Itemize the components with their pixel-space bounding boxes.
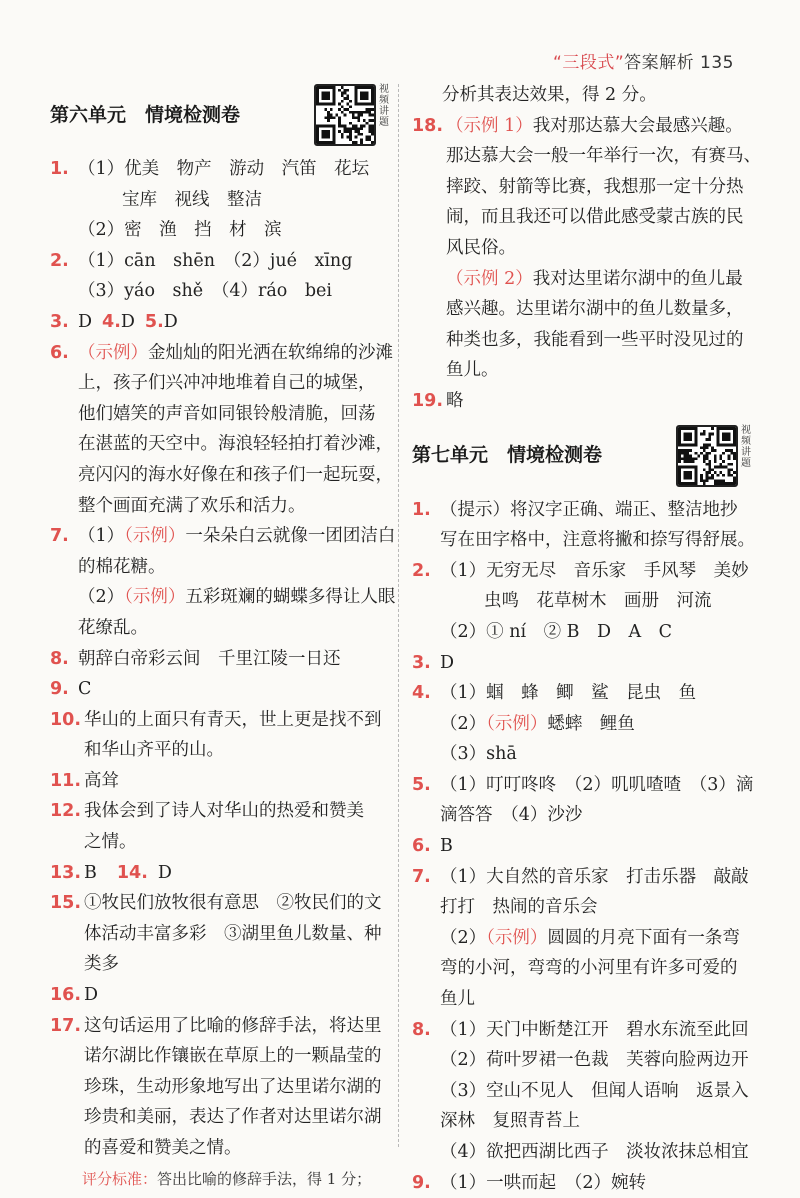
item-number: 5. [412, 774, 431, 795]
score-label: 评分标准： [82, 1169, 158, 1188]
answer-line: 和华山齐平的山。 [84, 740, 224, 761]
continued-line: 分析其表达效果，得 2 分。 [442, 85, 657, 105]
scoring-criteria [50, 1164, 390, 1195]
answer-line: 滴答答 （4）沙沙 [440, 805, 583, 826]
answer-line: （1）蝈 蜂 鲫 鲨 昆虫 鱼 [440, 683, 697, 704]
answer-item [50, 644, 390, 675]
qr-code-icon[interactable] [314, 84, 376, 146]
answer-text: D [157, 862, 172, 883]
answer-line: 高耸 [84, 770, 119, 791]
item-number: 14. [116, 862, 148, 883]
answer-line [440, 709, 752, 740]
answer-line: D [84, 985, 99, 1006]
qr-block[interactable] [676, 425, 752, 487]
answer-line: 之情。 [84, 832, 137, 853]
answer-line: 他们嬉笑的声音如同银铃般清脆，回荡 [78, 403, 376, 424]
answer-item [50, 858, 390, 889]
answer-line: 写在田字格中，注意将撇和捺写得舒展。 [440, 530, 755, 551]
sample-label: （示例） [486, 713, 548, 734]
answer-text: 我对达里诺尔湖中的鱼儿最 [532, 268, 743, 289]
item-number: 7. [50, 526, 69, 547]
answer-item [412, 386, 752, 417]
answer-line [78, 521, 396, 552]
answer-line: 闹，而且我还可以借此感受蒙古族的民 [446, 207, 744, 228]
item-number: 3. [50, 311, 69, 332]
answer-text: 蟋蟀 鲤鱼 [547, 713, 635, 734]
answer-line: 类多 [84, 954, 119, 975]
answer-line: 打打 热闹的音乐会 [440, 897, 598, 918]
answer-text: D [78, 311, 93, 332]
item-number: 1. [412, 499, 431, 520]
answer-line: 那达慕大会一般一年举行一次，有赛马、 [446, 146, 761, 167]
answer-line: 感兴趣。达里诺尔湖中的鱼儿数量多， [446, 299, 744, 320]
answer-line: 珍贵和美丽，表达了作者对达里诺尔湖 [84, 1107, 382, 1128]
item-number: 8. [50, 648, 69, 669]
answer-item [412, 111, 761, 386]
answer-text: D [163, 311, 178, 332]
qr-block[interactable] [314, 84, 390, 146]
unit-6-header [50, 80, 390, 150]
answer-line: 整个画面充满了欢乐和活力。 [78, 495, 306, 516]
answer-item [50, 307, 390, 338]
score-text: 答出比喻的修辞手法，得 1 分； [157, 1169, 372, 1188]
qr-code-icon[interactable] [676, 425, 738, 487]
answer-text: 我对那达慕大会最感兴趣。 [532, 115, 743, 136]
item-number: 3. [412, 652, 431, 673]
answer-item [50, 674, 390, 705]
answer-line: 深林 复照青苔上 [440, 1111, 580, 1132]
answer-line: （1）优美 物产 游动 汽笛 花坛 [78, 159, 370, 179]
answer-line: 风民俗。 [446, 237, 516, 258]
item-number: 6. [412, 836, 431, 857]
answer-line: 弯的小河，弯弯的小河里有许多可爱的 [440, 958, 738, 979]
item-number: 10. [50, 709, 82, 730]
item-number: 15. [50, 893, 82, 914]
item-number: 4. [412, 683, 431, 704]
sub-number: （2） [440, 713, 487, 734]
answer-text: 五彩斑斓的蝴蝶多得让人眼 [185, 587, 396, 608]
answer-line: （4）欲把西湖比西子 淡妆浓抹总相宜 [440, 1142, 749, 1162]
item-number: 4. [102, 311, 121, 332]
answer-line: 亮闪闪的海水好像在和孩子们一起玩耍， [78, 464, 393, 485]
answer-item [412, 831, 752, 862]
answer-line: 略 [446, 390, 464, 411]
sample-label: （示例） [124, 526, 186, 547]
answer-line: 的喜爱和赞美之情。 [84, 1138, 242, 1158]
answer-line: （2）荷叶罗裙一色裁 芙蓉向脸两边开 [440, 1050, 749, 1071]
answer-line: 宝库 视线 整洁 [122, 189, 262, 210]
answer-line: （1）一哄而起 （2）婉转 [440, 1172, 647, 1193]
header-text: 答案解析 [624, 53, 695, 73]
answer-line: 花缭乱。 [78, 617, 148, 638]
answer-line: （3）shā [440, 744, 517, 765]
unit-title: 第七单元 情境检测卷 [412, 444, 603, 467]
answer-text: 一朵朵白云就像一团团洁白 [185, 526, 396, 547]
answer-item [50, 766, 390, 797]
answer-item [412, 648, 752, 679]
answer-line: （1）大自然的音乐家 打击乐器 敲敲 [440, 866, 749, 887]
qr-caption: 视频讲题 [379, 84, 389, 128]
item-number: 12. [50, 801, 82, 822]
item-number: 7. [412, 866, 431, 887]
answer-line: 鱼儿 [440, 989, 475, 1010]
answer-text: 金灿灿的阳光洒在软绵绵的沙滩 [148, 342, 393, 363]
item-number: 8. [412, 1019, 431, 1040]
answer-line: （1）cān shēn （2）jué xīng [78, 250, 353, 271]
answer-line: 这句话运用了比喻的修辞手法，将达里 [84, 1015, 382, 1036]
answer-line [84, 858, 390, 889]
answer-line: B [440, 836, 453, 857]
unit-7-header [412, 421, 752, 491]
answer-line: （3）空山不见人 但闻人语响 返景入 [440, 1080, 749, 1101]
sub-number: （2） [78, 587, 125, 608]
answer-item [412, 556, 752, 648]
answer-item [50, 888, 390, 980]
item-number: 18. [412, 115, 444, 136]
answer-line: D [440, 652, 455, 673]
item-number: 16. [50, 985, 82, 1006]
answer-line: 诺尔湖比作镶嵌在草原上的一颗晶莹的 [84, 1046, 382, 1067]
answer-line: （1）叮叮咚咚 （2）叽叽喳喳 （3）滴 [440, 774, 754, 795]
item-number: 2. [412, 560, 431, 581]
sample-label: （示例 2） [446, 268, 533, 289]
answer-item [50, 154, 390, 246]
sample-label: （示例 1） [446, 115, 533, 136]
answer-line: （2）① ní ② B D A C [440, 621, 673, 642]
item-number: 2. [50, 250, 69, 271]
item-number: 19. [412, 390, 444, 411]
answer-item [50, 796, 390, 857]
answer-line: （1）无穷无尽 音乐家 手风琴 美妙 [440, 560, 749, 581]
item-number: 6. [50, 342, 69, 363]
answer-line: 的棉花糖。 [78, 556, 166, 577]
item-number: 13. [50, 862, 82, 883]
answer-item [412, 770, 752, 831]
answer-item [50, 338, 393, 522]
answer-line: 摔跤、射箭等比赛，我想那一定十分热 [446, 176, 744, 197]
answer-text: B [84, 862, 97, 883]
answer-line: （1）天门中断楚江开 碧水东流至此回 [440, 1019, 749, 1040]
answer-line: 在湛蓝的天空中。海浪轻轻拍打着沙滩， [78, 434, 393, 455]
answer-line: 体活动丰富多彩 ③湖里鱼儿数量、种 [84, 923, 382, 944]
answer-line: （2）密 渔 挡 材 滨 [78, 220, 282, 241]
answer-item [412, 495, 755, 556]
page-header [553, 48, 734, 73]
answer-item [50, 246, 390, 307]
answer-line: C [78, 679, 92, 700]
answer-line: ①牧民们放牧很有意思 ②牧民们的文 [84, 893, 382, 914]
unit-title: 第六单元 情境检测卷 [50, 103, 241, 126]
item-number: 11. [50, 770, 82, 791]
answer-line: 华山的上面只有青天，世上更是找不到 [84, 709, 382, 730]
sample-label: （示例） [78, 342, 148, 363]
answer-text: D [120, 311, 135, 332]
answer-line [78, 338, 393, 369]
answer-line: 鱼儿。 [446, 360, 499, 381]
answer-item [412, 1168, 752, 1198]
answer-line [78, 307, 390, 338]
answer-item [50, 1011, 390, 1164]
right-column [412, 80, 761, 1193]
item-number: 17. [50, 1015, 82, 1036]
brand-label: “三段式” [553, 53, 625, 73]
answer-line: 珍珠，生动形象地写出了达里诺尔湖的 [84, 1076, 382, 1097]
answer-line: 虫鸣 花草树木 画册 河流 [484, 591, 712, 612]
answer-line [446, 264, 752, 295]
sample-label: （示例） [124, 587, 186, 608]
sample-label: （示例） [486, 927, 548, 948]
sub-number: （2） [440, 927, 487, 948]
answer-line: 朝辞白帝彩云间 千里江陵一日还 [78, 648, 341, 669]
column-divider [398, 84, 399, 1147]
answer-item [50, 980, 390, 1011]
answer-line: （提示）将汉字正确、端正、整洁地抄 [440, 499, 738, 520]
answer-line [440, 923, 752, 954]
page-number: 135 [700, 53, 734, 73]
answer-line: 我体会到了诗人对华山的热爱和赞美 [84, 801, 364, 822]
item-number: 9. [50, 679, 69, 700]
answer-line: 种类也多，我能看到一些平时没见过的 [446, 329, 744, 350]
answer-line: （3）yáo shě （4）ráo bei [78, 281, 332, 302]
answer-line [446, 111, 752, 142]
item-number: 1. [50, 159, 69, 179]
item-number: 5. [144, 311, 164, 332]
sub-number: （1） [78, 526, 125, 547]
left-column [50, 80, 396, 1188]
answer-item [50, 705, 390, 766]
answer-item [50, 521, 396, 643]
answer-item [412, 862, 752, 1015]
answer-line: 上，孩子们兴冲冲地堆着自己的城堡， [78, 373, 376, 394]
answer-item [412, 1015, 752, 1168]
item-number: 9. [412, 1172, 431, 1193]
answer-text: 圆圆的月亮下面有一条弯 [547, 927, 740, 948]
answer-item [412, 678, 752, 770]
qr-caption: 视频讲题 [741, 424, 751, 469]
answer-line [78, 582, 396, 613]
